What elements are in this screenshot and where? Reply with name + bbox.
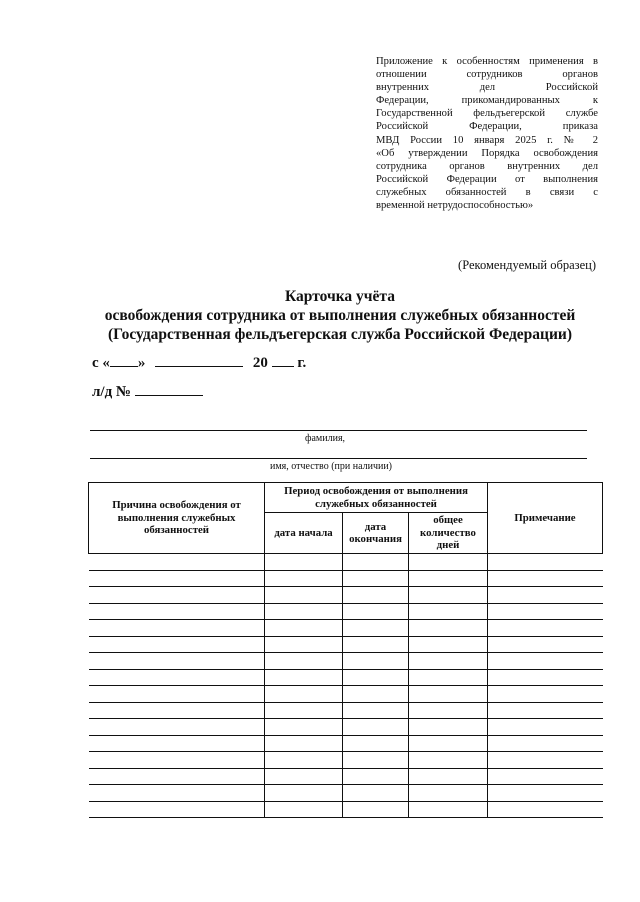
table-cell[interactable] [488,653,603,670]
table-row [89,554,603,571]
table-cell[interactable] [488,554,603,571]
table-cell[interactable] [89,719,265,736]
table-row [89,719,603,736]
appendix-line: Федерации, прикомандированных к [376,95,598,107]
table-cell[interactable] [89,752,265,769]
table-row [89,735,603,752]
title-line-2: освобождения сотрудника от выполнения служебных обязанностей [104,307,576,324]
appendix-line: Российской Федерации от выполнения [376,173,598,185]
year-prefix: 20 [252,355,268,371]
table-cell[interactable] [488,752,603,769]
table-cell[interactable] [265,686,343,703]
table-cell[interactable] [488,686,603,703]
table-cell[interactable] [265,636,343,653]
ld-label: л/д № [92,384,131,400]
table-row [89,785,603,802]
table-cell[interactable] [343,702,409,719]
table-cell[interactable] [265,669,343,686]
appendix-line: «Об утверждении Порядка освобождения [376,147,598,159]
table-cell[interactable] [343,653,409,670]
table-cell[interactable] [488,570,603,587]
table-row [89,620,603,637]
table-cell[interactable] [343,603,409,620]
date-close-quote: » [137,355,146,371]
header-end-date: дата окончания [343,513,409,554]
ld-line [92,384,203,401]
release-table [88,482,603,818]
table-cell[interactable] [265,735,343,752]
name-caption: имя, отчество (при наличии) [270,461,393,472]
table-row [89,570,603,587]
day-blank[interactable] [110,366,138,367]
table-cell[interactable] [265,653,343,670]
table-cell[interactable] [89,587,265,604]
table-cell[interactable] [89,735,265,752]
table-cell[interactable] [265,702,343,719]
table-cell[interactable] [488,785,603,802]
table-cell[interactable] [89,801,265,818]
table-cell[interactable] [343,620,409,637]
table-cell[interactable] [89,603,265,620]
table-cell[interactable] [343,735,409,752]
header-reason: Причина освобождения от выполнения служебных обязанностей [89,483,265,554]
table-cell[interactable] [409,735,488,752]
table-cell[interactable] [409,702,488,719]
table-cell[interactable] [265,752,343,769]
appendix-line: служебных обязанностей в связи с [376,186,598,198]
appendix-line: временной нетрудоспособностью» [376,200,534,212]
table-cell[interactable] [343,719,409,736]
table-cell[interactable] [343,587,409,604]
table-cell[interactable] [265,603,343,620]
appendix-line: Российской Федерации, приказа [376,121,598,133]
table-row [89,669,603,686]
table-cell[interactable] [409,603,488,620]
month-blank[interactable] [155,366,243,367]
table-cell[interactable] [488,702,603,719]
table-row [89,702,603,719]
name-field-line[interactable] [90,458,587,459]
table-cell[interactable] [409,587,488,604]
table-cell[interactable] [265,587,343,604]
table-cell[interactable] [409,719,488,736]
table-cell[interactable] [343,554,409,571]
table-cell[interactable] [265,554,343,571]
table-cell[interactable] [265,570,343,587]
table-cell[interactable] [488,587,603,604]
header-start-date: дата начала [265,513,343,554]
surname-caption: фамилия, [305,433,346,444]
table-row [89,636,603,653]
table-cell[interactable] [488,620,603,637]
table-cell[interactable] [265,620,343,637]
table-cell[interactable] [89,554,265,571]
table-cell[interactable] [488,669,603,686]
table-cell[interactable] [343,752,409,769]
table-cell[interactable] [409,636,488,653]
table-cell[interactable] [343,636,409,653]
header-total-days: общее количество дней [409,513,488,554]
table-cell[interactable] [409,785,488,802]
table-cell[interactable] [89,570,265,587]
ld-number-blank[interactable] [135,395,203,396]
appendix-note [376,55,598,212]
header-note: Примечание [488,483,603,554]
table-cell[interactable] [89,686,265,703]
year-blank[interactable] [272,366,294,367]
table-cell[interactable] [265,768,343,785]
appendix-line: Государственной фельдъегерской службе [376,108,598,120]
appendix-line: Приложение к особенностям применения в [376,56,598,67]
table-cell[interactable] [409,801,488,818]
table-cell[interactable] [488,636,603,653]
table-cell[interactable] [265,785,343,802]
table-cell[interactable] [343,686,409,703]
table-row [89,686,603,703]
table-cell[interactable] [343,669,409,686]
table-row [89,603,603,620]
table-cell[interactable] [89,785,265,802]
sample-note: (Рекомендуемый образец) [458,258,596,272]
table-cell[interactable] [488,603,603,620]
table-cell[interactable] [409,768,488,785]
table-cell[interactable] [488,801,603,818]
table-cell[interactable] [89,636,265,653]
table-cell[interactable] [409,554,488,571]
table-cell[interactable] [488,735,603,752]
year-suffix: г. [297,355,307,371]
surname-field-line[interactable] [90,430,587,431]
table-cell[interactable] [343,570,409,587]
appendix-line: отношении сотрудников органов [376,69,598,81]
table-cell[interactable] [409,669,488,686]
table-row [89,752,603,769]
table-row [89,768,603,785]
table-cell[interactable] [265,719,343,736]
table-cell[interactable] [89,669,265,686]
date-prefix: с « [92,355,110,371]
table-cell[interactable] [343,801,409,818]
title-line-3: (Государственная фельдъегерская служба Российской Федерации) [107,326,573,343]
table-row [89,653,603,670]
table-body [89,554,603,818]
title-line-1: Карточка учёта [285,288,395,305]
table-cell[interactable] [343,785,409,802]
table-cell[interactable] [409,686,488,703]
appendix-line: внутренних дел Российской [376,82,598,94]
table-row [89,587,603,604]
table-cell[interactable] [265,801,343,818]
appendix-line: МВД России 10 января 2025 г. № 2 [376,134,598,146]
table-cell[interactable] [89,768,265,785]
table-cell[interactable] [89,702,265,719]
table-cell[interactable] [89,620,265,637]
appendix-line: сотрудника органов внутренних дел [376,160,598,172]
table-cell[interactable] [488,768,603,785]
table-cell[interactable] [89,653,265,670]
table-cell[interactable] [409,570,488,587]
table-cell[interactable] [343,768,409,785]
header-period: Период освобождения от выполнения служебных обязанностей [265,483,488,513]
date-line [92,355,306,372]
table-cell[interactable] [488,719,603,736]
table-cell[interactable] [409,653,488,670]
table-row [89,801,603,818]
table-cell[interactable] [409,752,488,769]
table-cell[interactable] [409,620,488,637]
